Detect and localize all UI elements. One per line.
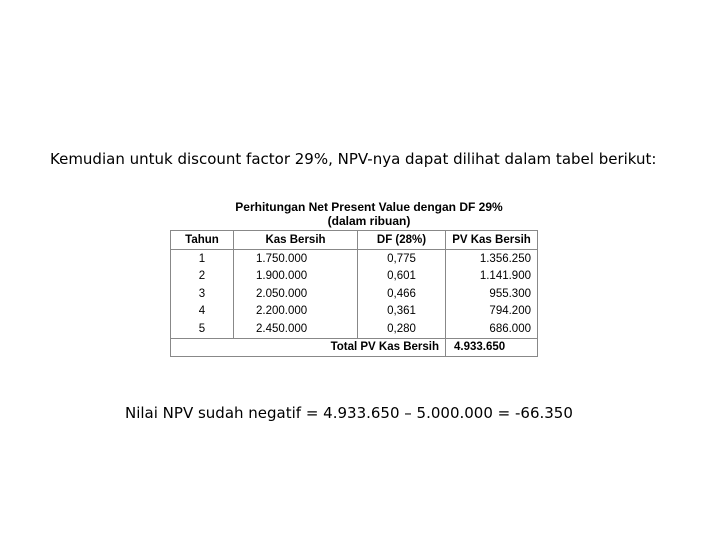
header-pv-kas-bersih: PV Kas Bersih: [446, 231, 538, 250]
cell-kas-bersih: 2.450.000: [234, 320, 358, 338]
table-row: [171, 250, 538, 268]
table-title-line1: Perhitungan Net Present Value dengan DF 29%: [235, 200, 503, 214]
table-row: [171, 320, 538, 338]
cell-kas-bersih: 2.200.000: [234, 303, 358, 321]
npv-table: [170, 230, 538, 357]
cell-kas-bersih: 1.750.000: [234, 250, 358, 268]
table-header-row: [171, 231, 538, 250]
conclusion-text: Nilai NPV sudah negatif = 4.933.650 – 5.000.000 = -66.350: [125, 404, 573, 422]
cell-tahun: 3: [171, 285, 234, 303]
total-value: 4.933.650: [446, 338, 538, 356]
cell-df: 0,361: [358, 303, 446, 321]
cell-pv: 1.141.900: [446, 268, 538, 286]
header-df: DF (28%): [358, 231, 446, 250]
cell-tahun: 1: [171, 250, 234, 268]
table-title: [170, 200, 538, 228]
npv-table-block: [170, 200, 538, 357]
header-tahun: Tahun: [171, 231, 234, 250]
intro-text: Kemudian untuk discount factor 29%, NPV-nya dapat dilihat dalam tabel berikut:: [50, 150, 657, 168]
total-label: Total PV Kas Bersih: [171, 338, 446, 356]
table-row: [171, 268, 538, 286]
cell-pv: 955.300: [446, 285, 538, 303]
header-kas-bersih: Kas Bersih: [234, 231, 358, 250]
table-row: [171, 303, 538, 321]
cell-df: 0,466: [358, 285, 446, 303]
cell-pv: 686.000: [446, 320, 538, 338]
cell-tahun: 4: [171, 303, 234, 321]
cell-pv: 1.356.250: [446, 250, 538, 268]
cell-pv: 794.200: [446, 303, 538, 321]
table-title-line2: (dalam ribuan): [327, 214, 411, 228]
cell-kas-bersih: 1.900.000: [234, 268, 358, 286]
cell-kas-bersih: 2.050.000: [234, 285, 358, 303]
cell-df: 0,280: [358, 320, 446, 338]
cell-df: 0,601: [358, 268, 446, 286]
table-total-row: [171, 338, 538, 356]
cell-tahun: 2: [171, 268, 234, 286]
cell-tahun: 5: [171, 320, 234, 338]
table-row: [171, 285, 538, 303]
cell-df: 0,775: [358, 250, 446, 268]
